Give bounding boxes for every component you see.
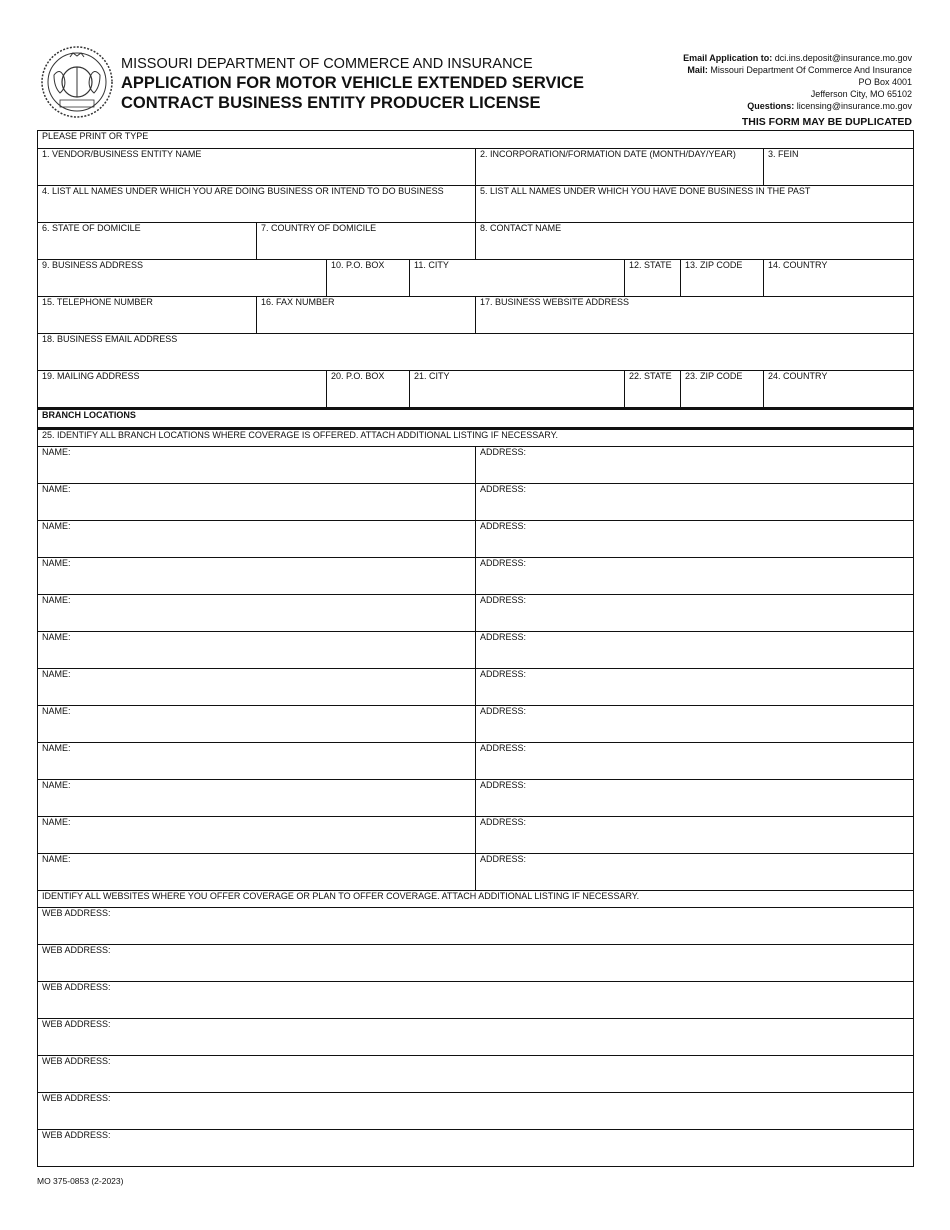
fax-field[interactable]: 16. FAX NUMBER bbox=[257, 297, 476, 334]
web-address-field[interactable]: WEB ADDRESS: bbox=[38, 1093, 914, 1130]
website-row bbox=[38, 1019, 914, 1056]
questions-label: Questions: bbox=[747, 101, 795, 111]
mail-line-2: PO Box 4001 bbox=[858, 77, 912, 87]
mail-line-1: Missouri Department Of Commerce And Insurance bbox=[710, 65, 912, 75]
contact-name-field[interactable]: 8. CONTACT NAME bbox=[476, 223, 914, 260]
mailing-address-field[interactable]: 19. MAILING ADDRESS bbox=[38, 371, 327, 409]
mail-line-3: Jefferson City, MO 65102 bbox=[810, 89, 912, 99]
branch-row bbox=[38, 484, 914, 521]
missouri-seal-icon bbox=[40, 45, 114, 119]
branch-address-field[interactable]: ADDRESS: bbox=[476, 669, 914, 706]
state-of-domicile-field[interactable]: 6. STATE OF DOMICILE bbox=[38, 223, 257, 260]
mailing-state-field[interactable]: 22. STATE bbox=[625, 371, 681, 409]
branch-row bbox=[38, 669, 914, 706]
website-instruction: IDENTIFY ALL WEBSITES WHERE YOU OFFER COVERAGE OR PLAN TO OFFER COVERAGE. ATTACH ADDITIONAL LISTING IF NECESSARY. bbox=[38, 891, 914, 908]
branch-section-title: BRANCH LOCATIONS bbox=[38, 409, 914, 429]
branch-address-field[interactable]: ADDRESS: bbox=[476, 558, 914, 595]
agency-name: MISSOURI DEPARTMENT OF COMMERCE AND INSURANCE bbox=[121, 56, 533, 72]
branch-row bbox=[38, 521, 914, 558]
web-address-field[interactable]: WEB ADDRESS: bbox=[38, 908, 914, 945]
website-row bbox=[38, 982, 914, 1019]
business-country-field[interactable]: 14. COUNTRY bbox=[764, 260, 914, 297]
branch-address-field[interactable]: ADDRESS: bbox=[476, 447, 914, 484]
branch-name-field[interactable]: NAME: bbox=[38, 484, 476, 521]
fein-field[interactable]: 3. FEIN bbox=[764, 149, 914, 186]
web-address-field[interactable]: WEB ADDRESS: bbox=[38, 1130, 914, 1167]
branch-row bbox=[38, 743, 914, 780]
form-number: MO 375-0853 (2-2023) bbox=[37, 1176, 124, 1186]
mail-label: Mail: bbox=[687, 65, 708, 75]
branch-row bbox=[38, 706, 914, 743]
branch-address-field[interactable]: ADDRESS: bbox=[476, 817, 914, 854]
business-city-field[interactable]: 11. CITY bbox=[410, 260, 625, 297]
website-row bbox=[38, 908, 914, 945]
mailing-po-box-field[interactable]: 20. P.O. BOX bbox=[327, 371, 410, 409]
website-row bbox=[38, 1130, 914, 1167]
branch-name-field[interactable]: NAME: bbox=[38, 780, 476, 817]
mailing-city-field[interactable]: 21. CITY bbox=[410, 371, 625, 409]
contact-block bbox=[683, 52, 912, 112]
application-form bbox=[37, 130, 914, 1167]
title-line-2: CONTRACT BUSINESS ENTITY PRODUCER LICENSE bbox=[121, 94, 541, 112]
mailing-zip-field[interactable]: 23. ZIP CODE bbox=[681, 371, 764, 409]
web-address-field[interactable]: WEB ADDRESS: bbox=[38, 1056, 914, 1093]
branch-address-field[interactable]: ADDRESS: bbox=[476, 521, 914, 558]
branch-address-field[interactable]: ADDRESS: bbox=[476, 854, 914, 891]
past-names-field[interactable]: 5. LIST ALL NAMES UNDER WHICH YOU HAVE DONE BUSINESS IN THE PAST bbox=[476, 186, 914, 223]
website-row bbox=[38, 1093, 914, 1130]
branch-address-field[interactable]: ADDRESS: bbox=[476, 595, 914, 632]
website-row bbox=[38, 945, 914, 982]
branch-row bbox=[38, 447, 914, 484]
business-zip-field[interactable]: 13. ZIP CODE bbox=[681, 260, 764, 297]
email-label: Email Application to: bbox=[683, 53, 773, 63]
branch-row bbox=[38, 780, 914, 817]
branch-name-field[interactable]: NAME: bbox=[38, 595, 476, 632]
business-address-field[interactable]: 9. BUSINESS ADDRESS bbox=[38, 260, 327, 297]
branch-instruction: 25. IDENTIFY ALL BRANCH LOCATIONS WHERE COVERAGE IS OFFERED. ATTACH ADDITIONAL LISTING IF NECESSARY. bbox=[38, 429, 914, 447]
branch-row bbox=[38, 558, 914, 595]
vendor-name-field[interactable]: 1. VENDOR/BUSINESS ENTITY NAME bbox=[38, 149, 476, 186]
website-row bbox=[38, 1056, 914, 1093]
branch-name-field[interactable]: NAME: bbox=[38, 743, 476, 780]
business-email-field[interactable]: 18. BUSINESS EMAIL ADDRESS bbox=[38, 334, 914, 371]
branch-address-field[interactable]: ADDRESS: bbox=[476, 484, 914, 521]
branch-row bbox=[38, 595, 914, 632]
business-po-box-field[interactable]: 10. P.O. BOX bbox=[327, 260, 410, 297]
branch-name-field[interactable]: NAME: bbox=[38, 632, 476, 669]
current-names-field[interactable]: 4. LIST ALL NAMES UNDER WHICH YOU ARE DOING BUSINESS OR INTEND TO DO BUSINESS bbox=[38, 186, 476, 223]
web-address-field[interactable]: WEB ADDRESS: bbox=[38, 945, 914, 982]
website-address-field[interactable]: 17. BUSINESS WEBSITE ADDRESS bbox=[476, 297, 914, 334]
branch-name-field[interactable]: NAME: bbox=[38, 706, 476, 743]
telephone-field[interactable]: 15. TELEPHONE NUMBER bbox=[38, 297, 257, 334]
title-line-1: APPLICATION FOR MOTOR VEHICLE EXTENDED SERVICE bbox=[121, 74, 584, 92]
web-address-field[interactable]: WEB ADDRESS: bbox=[38, 1019, 914, 1056]
branch-address-field[interactable]: ADDRESS: bbox=[476, 632, 914, 669]
branch-name-field[interactable]: NAME: bbox=[38, 447, 476, 484]
web-address-field[interactable]: WEB ADDRESS: bbox=[38, 982, 914, 1019]
business-state-field[interactable]: 12. STATE bbox=[625, 260, 681, 297]
branch-name-field[interactable]: NAME: bbox=[38, 817, 476, 854]
branch-name-field[interactable]: NAME: bbox=[38, 558, 476, 595]
branch-name-field[interactable]: NAME: bbox=[38, 669, 476, 706]
email-value[interactable]: dci.ins.deposit@insurance.mo.gov bbox=[774, 53, 912, 63]
branch-name-field[interactable]: NAME: bbox=[38, 521, 476, 558]
print-header: PLEASE PRINT OR TYPE bbox=[38, 131, 914, 149]
form-title bbox=[121, 73, 584, 113]
duplicated-notice: THIS FORM MAY BE DUPLICATED bbox=[741, 116, 912, 128]
country-of-domicile-field[interactable]: 7. COUNTRY OF DOMICILE bbox=[257, 223, 476, 260]
branch-address-field[interactable]: ADDRESS: bbox=[476, 743, 914, 780]
branch-row bbox=[38, 632, 914, 669]
formation-date-field[interactable]: 2. INCORPORATION/FORMATION DATE (MONTH/DAY/YEAR) bbox=[476, 149, 764, 186]
branch-row bbox=[38, 854, 914, 891]
mailing-country-field[interactable]: 24. COUNTRY bbox=[764, 371, 914, 409]
branch-name-field[interactable]: NAME: bbox=[38, 854, 476, 891]
branch-address-field[interactable]: ADDRESS: bbox=[476, 706, 914, 743]
branch-row bbox=[38, 817, 914, 854]
questions-value[interactable]: licensing@insurance.mo.gov bbox=[796, 101, 912, 111]
branch-address-field[interactable]: ADDRESS: bbox=[476, 780, 914, 817]
